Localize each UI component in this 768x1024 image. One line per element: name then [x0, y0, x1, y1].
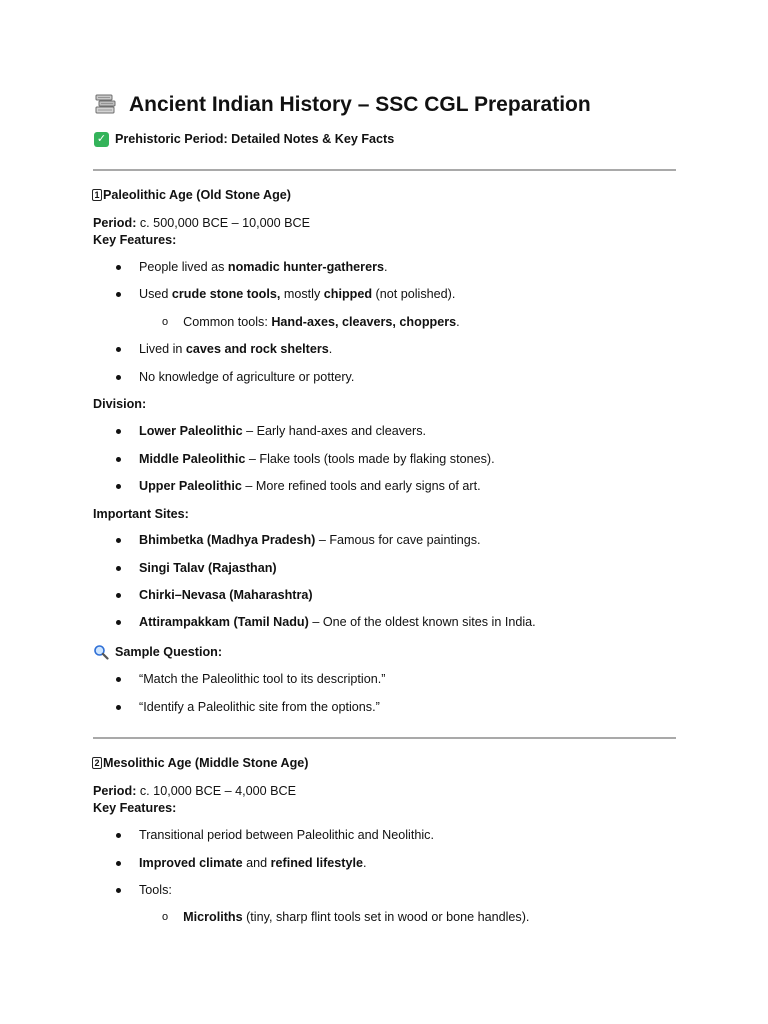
keycap-number-icon: 2	[92, 757, 102, 769]
subtitle-row	[94, 130, 394, 148]
list-item: Middle Paleolithic – Flake tools (tools made by flaking stones).	[116, 450, 495, 468]
key-features-label: Key Features:	[93, 233, 177, 247]
list-item: Singi Talav (Rajasthan)	[116, 559, 277, 577]
list-item: Used crude stone tools, mostly chipped (not polished).	[116, 285, 455, 303]
list-item: No knowledge of agriculture or pottery.	[116, 368, 354, 386]
list-item: Improved climate and refined lifestyle .	[116, 854, 367, 872]
list-item: Tools:	[116, 881, 172, 899]
document-subtitle: Prehistoric Period: Detailed Notes & Key Facts	[115, 132, 395, 146]
period-line: Period: c. 10,000 BCE – 4,000 BCE	[93, 784, 297, 798]
sub-list-item: o Microliths (tiny, sharp flint tools set in wood or bone handles).	[162, 910, 530, 924]
division-label: Division:	[93, 397, 147, 411]
list-item: “Match the Paleolithic tool to its description.”	[116, 670, 385, 688]
list-item: Transitional period between Paleolithic and Neolithic.	[116, 826, 434, 844]
period-line: Period: c. 500,000 BCE – 10,000 BCE	[93, 216, 311, 230]
section-heading-paleolithic: 1 Paleolithic Age (Old Stone Age)	[92, 186, 291, 204]
horizontal-rule	[93, 737, 676, 739]
sites-label: Important Sites:	[93, 507, 189, 521]
document-title: Ancient Indian History – SSC CGL Preparation	[129, 93, 591, 116]
magnifier-icon	[93, 644, 109, 660]
horizontal-rule	[93, 169, 676, 171]
list-item: Bhimbetka (Madhya Pradesh) – Famous for cave paintings.	[116, 531, 481, 549]
keycap-number-icon: 1	[92, 189, 102, 201]
sub-list-item: o Common tools: Hand-axes, cleavers, choppers .	[162, 315, 460, 329]
list-item: Upper Paleolithic – More refined tools and early signs of art.	[116, 477, 481, 495]
list-item: Lower Paleolithic – Early hand-axes and cleavers.	[116, 422, 426, 440]
key-features-label: Key Features:	[93, 801, 177, 815]
list-item: Chirki–Nevasa (Maharashtra)	[116, 586, 313, 604]
list-item: Attirampakkam (Tamil Nadu) – One of the oldest known sites in India.	[116, 613, 536, 631]
title-row	[93, 90, 591, 120]
books-icon	[93, 92, 119, 118]
list-item: Lived in caves and rock shelters .	[116, 340, 332, 358]
section-heading-mesolithic: 2 Mesolithic Age (Middle Stone Age)	[92, 754, 308, 772]
list-item: People lived as nomadic hunter-gatherers .	[116, 258, 387, 276]
sample-question-label: Sample Question:	[93, 643, 222, 661]
list-item: “Identify a Paleolithic site from the options.”	[116, 698, 380, 716]
check-mark-icon: ✓	[94, 132, 109, 147]
